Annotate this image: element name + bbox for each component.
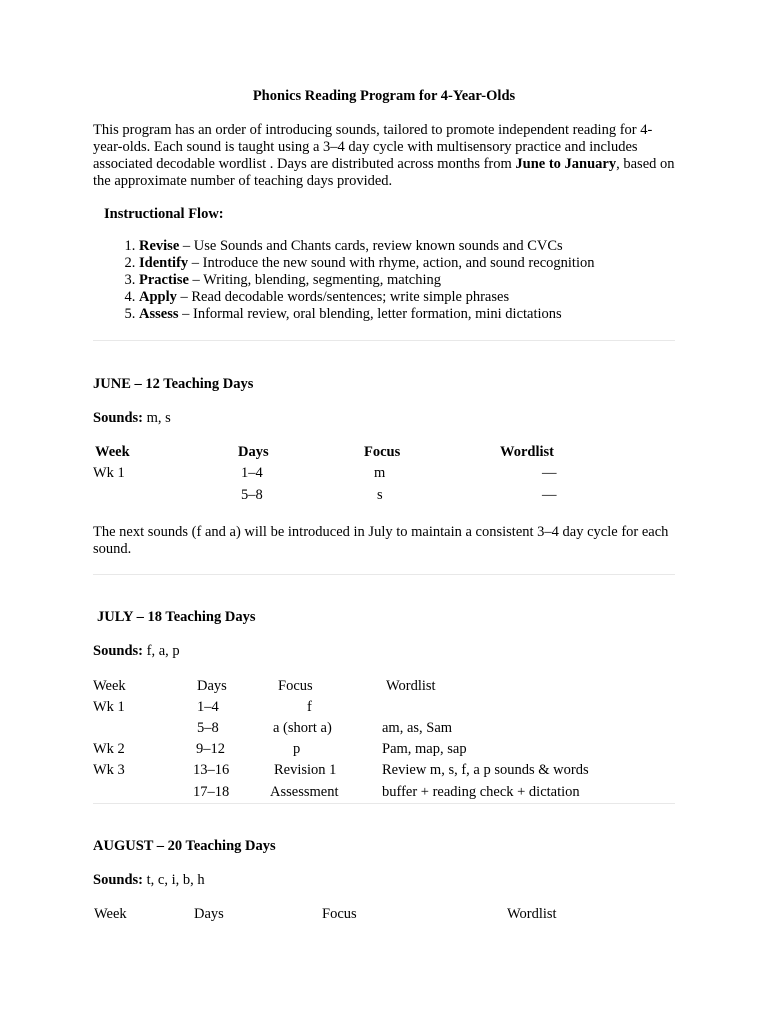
page-title: Phonics Reading Program for 4-Year-Olds [252, 88, 516, 104]
table-cell: Assessment [270, 784, 339, 800]
sounds-label: Sounds: [93, 872, 143, 888]
intro-text-1: This program has an order of introducing sounds, tailored to promote independent reading for 4-year-olds. Each sound is taught using a 3–4 day cycle with multisensory practice and includes associated decodable wordlist . Days are distributed across months from [93, 122, 653, 172]
table-cell: Wk 2 [93, 741, 125, 757]
table-cell: p [293, 741, 301, 757]
june-col-wordlist: Wordlist [500, 444, 554, 460]
table-cell: 13–16 [193, 762, 230, 778]
flow-step-term: Apply [139, 289, 177, 305]
august-col-wordlist: Wordlist [507, 906, 557, 922]
flow-step [139, 238, 594, 255]
june-col-week: Week [95, 444, 130, 460]
table-cell: 5–8 [197, 720, 219, 736]
sounds-label: Sounds: [93, 410, 143, 426]
table-cell: — [542, 465, 557, 481]
august-col-focus: Focus [322, 906, 357, 922]
table-cell: m [374, 465, 386, 481]
flow-step-term: Practise [139, 272, 189, 288]
june-note: The next sounds (f and a) will be introduced in July to maintain a consistent 3–4 day cycle for each sound. [93, 524, 669, 557]
table-cell: 1–4 [197, 699, 219, 715]
intro-text-2: , based on the approximate number of teaching days provided. [93, 156, 675, 189]
july-heading: JULY – 18 Teaching Days [97, 609, 256, 625]
july-col-focus: Focus [278, 678, 313, 694]
instructional-flow-list [93, 238, 594, 323]
table-cell: 17–18 [193, 784, 230, 800]
flow-step [139, 289, 594, 306]
table-cell: — [542, 487, 557, 503]
flow-step-term: Assess [139, 306, 179, 322]
table-cell: a (short a) [273, 720, 332, 736]
august-col-days: Days [194, 906, 224, 922]
flow-heading: Instructional Flow: [104, 206, 224, 222]
table-cell: 1–4 [241, 465, 263, 481]
flow-step [139, 306, 594, 323]
august-heading: AUGUST – 20 Teaching Days [93, 838, 276, 854]
sounds-list: m, s [142, 410, 171, 426]
august-col-week: Week [94, 906, 127, 922]
table-cell: 9–12 [196, 741, 225, 757]
flow-step-desc: – Introduce the new sound with rhyme, action, and sound recognition [188, 255, 595, 271]
july-sounds [93, 643, 180, 660]
sounds-label: Sounds: [93, 643, 143, 659]
july-col-wordlist: Wordlist [386, 678, 436, 694]
june-heading: JUNE – 12 Teaching Days [93, 376, 254, 392]
table-cell: f [307, 699, 312, 715]
flow-step [139, 272, 594, 289]
flow-step-term: Identify [139, 255, 189, 271]
flow-step-desc: – Informal review, oral blending, letter formation, mini dictations [178, 306, 562, 322]
flow-step-desc: – Use Sounds and Chants cards, review known sounds and CVCs [179, 238, 563, 254]
intro-paragraph [93, 122, 679, 190]
table-cell: Revision 1 [274, 762, 337, 778]
intro-date-range: June to January [515, 156, 617, 172]
june-col-focus: Focus [364, 444, 401, 460]
table-cell: Wk 1 [93, 465, 125, 481]
table-cell: Review m, s, f, a p sounds & words [382, 762, 589, 778]
flow-step-desc: – Writing, blending, segmenting, matching [188, 272, 441, 288]
table-cell: Pam, map, sap [382, 741, 467, 757]
flow-step-term: Revise [139, 238, 180, 254]
section-divider [93, 574, 675, 575]
flow-step-desc: – Read decodable words/sentences; write simple phrases [176, 289, 510, 305]
june-sounds [93, 410, 171, 427]
table-cell: 5–8 [241, 487, 263, 503]
table-cell: buffer + reading check + dictation [382, 784, 580, 800]
july-col-week: Week [93, 678, 126, 694]
july-col-days: Days [197, 678, 227, 694]
sounds-list: f, a, p [142, 643, 180, 659]
flow-step [139, 255, 594, 272]
section-divider [93, 340, 675, 341]
table-cell: s [377, 487, 383, 503]
august-sounds [93, 872, 205, 889]
table-cell: am, as, Sam [382, 720, 453, 736]
section-divider [93, 803, 675, 804]
june-col-days: Days [238, 444, 269, 460]
sounds-list: t, c, i, b, h [142, 872, 205, 888]
table-cell: Wk 1 [93, 699, 125, 715]
table-cell: Wk 3 [93, 762, 125, 778]
